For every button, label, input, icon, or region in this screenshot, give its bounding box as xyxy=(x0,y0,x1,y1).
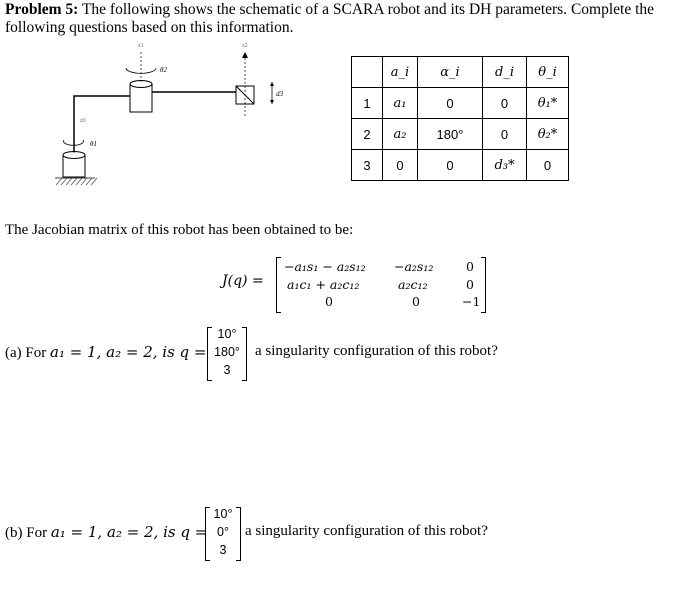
vector-a-entry: 10° xyxy=(217,327,237,341)
jacobian-cell: 0 xyxy=(325,294,333,309)
d3-label: d3 xyxy=(276,90,283,98)
part-a-prefix: (a) For xyxy=(5,345,50,361)
dh-cell: 1 xyxy=(352,88,383,119)
jacobian-cell: 0 xyxy=(466,259,474,274)
theta2-label: θ2 xyxy=(160,66,167,74)
jacobian-intro: The Jacobian matrix of this robot has been obtained to be: xyxy=(5,222,354,238)
z1-label: z1 xyxy=(138,43,144,49)
dh-parameter-table xyxy=(351,56,569,181)
dh-row xyxy=(352,88,569,119)
dh-cell: θ₂* xyxy=(527,119,569,150)
vector-a-entry: 3 xyxy=(223,363,231,377)
dh-cell: θ₁* xyxy=(527,88,569,119)
dh-row xyxy=(352,150,569,181)
part-a-question xyxy=(5,343,206,362)
z0-label: z0 xyxy=(80,118,86,124)
dh-header-row xyxy=(352,57,569,88)
jacobian-cell: a₂c₁₂ xyxy=(398,277,428,292)
dh-cell: 0 xyxy=(483,119,527,150)
theta1-label: θ1 xyxy=(90,140,97,148)
part-b-prefix: (b) For xyxy=(5,525,51,541)
part-b-params: a₁ = 1, a₂ = 2, is q = xyxy=(50,523,208,541)
dh-cell: a₁ xyxy=(383,88,418,119)
jacobian-lhs: J(q) = xyxy=(222,273,264,289)
dh-cell: 0 xyxy=(483,88,527,119)
dh-header-cell: α_i xyxy=(418,57,483,88)
part-a-suffix: a singularity configuration of this robot? xyxy=(255,343,498,359)
problem-label: Problem 5: xyxy=(5,1,79,18)
dh-cell: d₃* xyxy=(483,150,527,181)
z2-label: z2 xyxy=(242,43,248,49)
vector-a-entry: 180° xyxy=(214,345,240,359)
dh-cell: 0 xyxy=(383,150,418,181)
joint2-cylinder xyxy=(130,81,152,113)
part-a-params: a₁ = 1, a₂ = 2, is q = xyxy=(50,343,207,361)
matrix-left-bracket xyxy=(276,257,281,313)
ground-hatch xyxy=(55,178,97,185)
dh-header-cell: θ_i xyxy=(527,57,569,88)
vector-b-entry: 3 xyxy=(219,543,227,557)
problem-statement xyxy=(5,1,681,37)
scara-schematic xyxy=(50,38,310,188)
dh-cell: 180° xyxy=(418,119,483,150)
joint1-cylinder xyxy=(63,152,85,178)
dh-row xyxy=(352,119,569,150)
part-b-suffix: a singularity configuration of this robot? xyxy=(245,523,488,539)
jacobian-cell: −1 xyxy=(462,294,481,309)
jacobian-cell: 0 xyxy=(466,277,474,292)
dh-header-cell: a_i xyxy=(383,57,418,88)
dh-cell: 2 xyxy=(352,119,383,150)
jacobian-cell: a₁c₁ + a₂c₁₂ xyxy=(287,277,360,292)
jacobian-cell: −a₂s₁₂ xyxy=(394,259,434,274)
dh-header-cell: d_i xyxy=(483,57,527,88)
vector-b-entry: 10° xyxy=(213,507,233,521)
dh-cell: a₂ xyxy=(383,119,418,150)
part-b-question xyxy=(5,523,207,542)
vector-b-entry: 0° xyxy=(217,525,229,539)
dh-cell: 3 xyxy=(352,150,383,181)
dh-cell: 0 xyxy=(527,150,569,181)
jacobian-cell: −a₁s₁ − a₂s₁₂ xyxy=(284,259,366,274)
dh-cell: 0 xyxy=(418,150,483,181)
matrix-right-bracket xyxy=(481,257,486,313)
jacobian-cell: 0 xyxy=(412,294,420,309)
dh-cell: 0 xyxy=(418,88,483,119)
dh-header-cell xyxy=(352,57,383,88)
problem-text: The following shows the schematic of a SCARA robot and its DH parameters. Complete the following questions based on this information. xyxy=(5,1,655,36)
